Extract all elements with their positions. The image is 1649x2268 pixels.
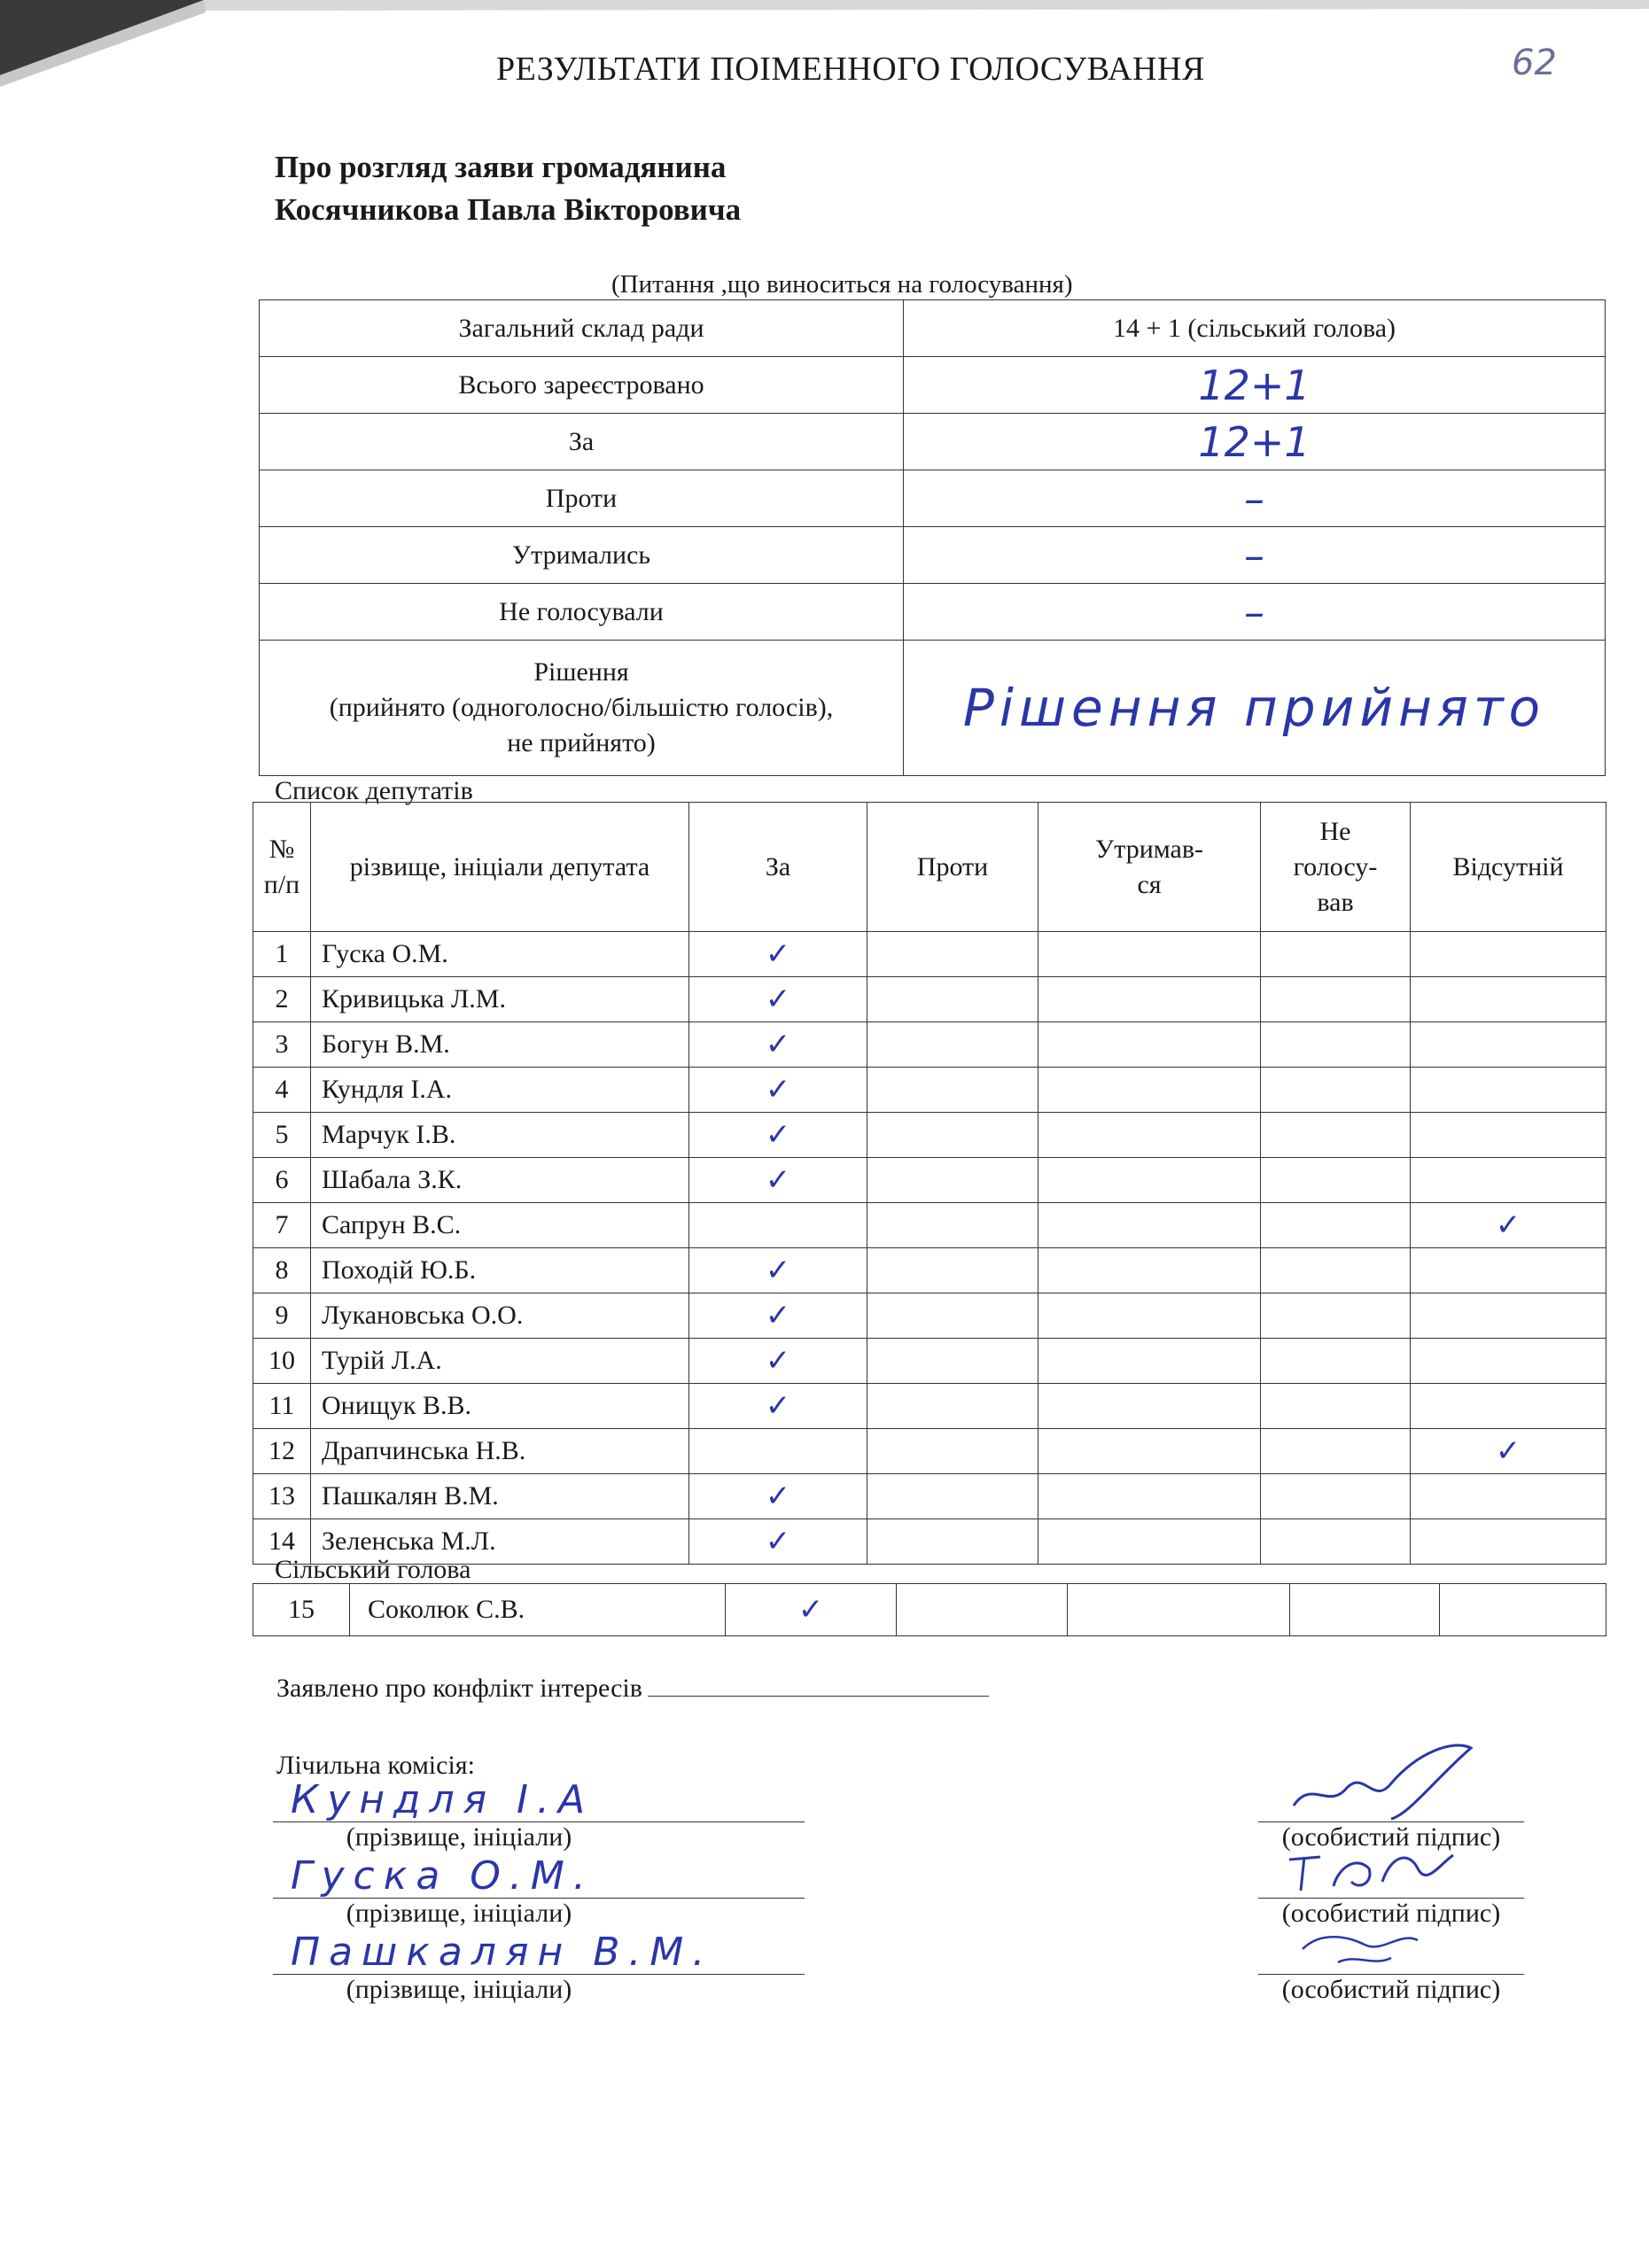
row-number: 14 — [253, 1519, 311, 1565]
header-for: За — [689, 803, 867, 932]
commission-member — [273, 1779, 805, 1852]
vote-absent-cell: ✓ — [1411, 1429, 1606, 1474]
vote-not-voted-cell — [1261, 1158, 1411, 1203]
row-number: 4 — [253, 1068, 311, 1113]
decision-label-line: Рішення — [533, 657, 629, 687]
signature-scribble — [1285, 1896, 1480, 1976]
vote-not-voted-cell — [1261, 1384, 1411, 1429]
vote-not-voted-cell — [1261, 977, 1411, 1022]
vote-absent-cell — [1411, 1474, 1606, 1519]
summary-value: – — [904, 584, 1606, 641]
member-name-handwritten: Кундля І.А — [273, 1779, 805, 1822]
summary-value: – — [904, 527, 1606, 584]
summary-value: 12+1 — [904, 357, 1606, 414]
header-not-voted-line: голосу- — [1293, 851, 1378, 882]
header-abstain-line: ся — [1137, 869, 1162, 899]
vote-not-voted-cell — [1261, 1339, 1411, 1384]
row-number: 9 — [253, 1293, 311, 1339]
row-number: 12 — [253, 1429, 311, 1474]
vote-absent-cell — [1411, 1022, 1606, 1068]
row-name: Походій Ю.Б. — [311, 1248, 689, 1293]
header-not-voted — [1261, 803, 1411, 932]
vote-abstain-cell — [1038, 1158, 1261, 1203]
row-name: Онищук В.В. — [311, 1384, 689, 1429]
vote-against-cell — [867, 1474, 1038, 1519]
summary-table — [259, 299, 1606, 776]
vote-abstain-cell — [1038, 977, 1261, 1022]
table-row — [253, 1384, 1606, 1429]
vote-not-voted-cell — [1261, 1068, 1411, 1113]
row-name: Богун В.М. — [311, 1022, 689, 1068]
summary-label: Утримались — [260, 527, 904, 584]
vote-for-cell: ✓ — [689, 1474, 867, 1519]
row-number: 11 — [253, 1384, 311, 1429]
row-number: 8 — [253, 1248, 311, 1293]
vote-absent-cell: ✓ — [1411, 1203, 1606, 1248]
conflict-label: Заявлено про конфлікт інтересів — [276, 1674, 642, 1703]
vote-not-voted-cell — [1261, 1429, 1411, 1474]
summary-label: Загальний склад ради — [260, 300, 904, 357]
decision-value: Рішення прийнято — [904, 641, 1606, 776]
table-row — [253, 1429, 1606, 1474]
decision-label — [260, 641, 904, 776]
vote-absent-cell — [1411, 1384, 1606, 1429]
vote-abstain-cell — [1068, 1584, 1290, 1636]
issue-caption: (Питання ,що виноситься на голосування) — [611, 270, 1073, 299]
vote-against-cell — [897, 1584, 1068, 1636]
row-number: 15 — [253, 1584, 350, 1636]
vote-not-voted-cell — [1261, 1022, 1411, 1068]
summary-label: Не голосували — [260, 584, 904, 641]
summary-label: За — [260, 414, 904, 470]
vote-absent-cell — [1411, 932, 1606, 977]
vote-against-cell — [867, 1203, 1038, 1248]
vote-for-cell: ✓ — [726, 1584, 897, 1636]
commission-member — [273, 1931, 805, 2005]
vote-against-cell — [867, 1384, 1038, 1429]
row-name: Соколюк С.В. — [350, 1584, 726, 1636]
subject — [275, 146, 741, 231]
vote-against-cell — [867, 1339, 1038, 1384]
vote-for-cell: ✓ — [689, 1519, 867, 1565]
vote-abstain-cell — [1038, 1113, 1261, 1158]
vote-not-voted-cell — [1261, 1203, 1411, 1248]
header-not-voted-line: Не — [1319, 816, 1351, 846]
member-name-handwritten: Гуска О.М. — [273, 1855, 805, 1899]
vote-for-cell: ✓ — [689, 1339, 867, 1384]
subject-line: Про розгляд заяви громадянина — [275, 150, 727, 184]
row-number: 6 — [253, 1158, 311, 1203]
vote-against-cell — [867, 1429, 1038, 1474]
vote-for-cell: ✓ — [689, 1293, 867, 1339]
summary-row — [260, 414, 1606, 470]
header-abstain — [1038, 803, 1261, 932]
vote-for-cell: ✓ — [689, 932, 867, 977]
summary-row — [260, 300, 1606, 357]
decision-label-line: не прийнято) — [507, 728, 656, 757]
table-row — [253, 1293, 1606, 1339]
page-number: 62 — [1512, 43, 1557, 83]
member-caption: (прізвище, ініціали) — [346, 1822, 572, 1852]
decision-row — [260, 641, 1606, 776]
row-name: Шабала З.К. — [311, 1158, 689, 1203]
vote-not-voted-cell — [1261, 1474, 1411, 1519]
row-name: Турій Л.А. — [311, 1339, 689, 1384]
signature-caption: (особистий підпис) — [1281, 1975, 1501, 2004]
header-name: різвище, ініціали депутата — [311, 803, 689, 932]
row-number: 2 — [253, 977, 311, 1022]
vote-absent-cell — [1411, 1339, 1606, 1384]
vote-against-cell — [867, 977, 1038, 1022]
vote-abstain-cell — [1038, 1068, 1261, 1113]
table-row — [253, 1474, 1606, 1519]
member-caption: (прізвище, ініціали) — [346, 1975, 572, 2004]
row-name: Кундля І.А. — [311, 1068, 689, 1113]
signature-line — [1258, 1855, 1524, 1899]
table-row — [253, 977, 1606, 1022]
vote-for-cell: ✓ — [689, 1022, 867, 1068]
commission-title: Лічильна комісія: — [276, 1751, 475, 1780]
row-name: Марчук І.В. — [311, 1113, 689, 1158]
vote-against-cell — [867, 932, 1038, 977]
deputies-table — [253, 802, 1606, 1565]
table-row — [253, 1113, 1606, 1158]
vote-for-cell — [689, 1429, 867, 1474]
deputies-header-row — [253, 803, 1606, 932]
vote-abstain-cell — [1038, 1203, 1261, 1248]
vote-not-voted-cell — [1261, 932, 1411, 977]
row-number: 3 — [253, 1022, 311, 1068]
vote-abstain-cell — [1038, 1022, 1261, 1068]
vote-absent-cell — [1411, 977, 1606, 1022]
vote-for-cell: ✓ — [689, 1248, 867, 1293]
vote-absent-cell — [1411, 1158, 1606, 1203]
member-name-handwritten: Пашкалян В.М. — [273, 1931, 805, 1975]
vote-abstain-cell — [1038, 1384, 1261, 1429]
summary-label: Всього зареєстровано — [260, 357, 904, 414]
row-number: 13 — [253, 1474, 311, 1519]
summary-value: 14 + 1 (сільський голова) — [904, 300, 1606, 357]
vote-for-cell — [689, 1203, 867, 1248]
header-num-line: п/п — [263, 869, 300, 899]
summary-row — [260, 527, 1606, 584]
row-name: Зеленська М.Л. — [311, 1519, 689, 1565]
header-num — [253, 803, 311, 932]
row-name: Сапрун В.С. — [311, 1203, 689, 1248]
conflict-blank-line — [648, 1673, 989, 1697]
vote-abstain-cell — [1038, 1429, 1261, 1474]
summary-value: 12+1 — [904, 414, 1606, 470]
vote-abstain-cell — [1038, 932, 1261, 977]
signature-line — [1258, 1931, 1524, 1975]
vote-not-voted-cell — [1261, 1248, 1411, 1293]
member-caption: (прізвище, ініціали) — [346, 1899, 572, 1928]
table-row — [253, 1339, 1606, 1384]
row-number: 7 — [253, 1203, 311, 1248]
row-name: Лукановська О.О. — [311, 1293, 689, 1339]
vote-absent-cell — [1440, 1584, 1606, 1636]
table-row — [253, 1248, 1606, 1293]
vote-absent-cell — [1411, 1068, 1606, 1113]
signature-scribble — [1285, 1820, 1480, 1899]
vote-abstain-cell — [1038, 1293, 1261, 1339]
vote-against-cell — [867, 1113, 1038, 1158]
vote-absent-cell — [1411, 1293, 1606, 1339]
signature-line — [1258, 1779, 1524, 1822]
deputies-caption: Список депутатів — [275, 776, 473, 805]
vote-abstain-cell — [1038, 1474, 1261, 1519]
vote-for-cell: ✓ — [689, 1384, 867, 1429]
vote-against-cell — [867, 1248, 1038, 1293]
vote-against-cell — [867, 1158, 1038, 1203]
table-row — [253, 1584, 1606, 1636]
vote-for-cell: ✓ — [689, 1113, 867, 1158]
subject-line: Косячникова Павла Вікторовича — [275, 192, 742, 227]
vote-abstain-cell — [1038, 1248, 1261, 1293]
vote-for-cell: ✓ — [689, 1068, 867, 1113]
summary-row — [260, 470, 1606, 527]
row-number: 10 — [253, 1339, 311, 1384]
vote-not-voted-cell — [1261, 1113, 1411, 1158]
header-abstain-line: Утримав- — [1094, 834, 1204, 864]
vote-absent-cell — [1411, 1248, 1606, 1293]
table-row — [253, 1068, 1606, 1113]
summary-label: Проти — [260, 470, 904, 527]
header-num-line: № — [268, 834, 295, 864]
summary-row — [260, 357, 1606, 414]
vote-for-cell: ✓ — [689, 977, 867, 1022]
commission-member — [273, 1855, 805, 1929]
summary-row — [260, 584, 1606, 641]
table-row — [253, 1203, 1606, 1248]
header-absent: Відсутній — [1411, 803, 1606, 932]
vote-not-voted-cell — [1261, 1519, 1411, 1565]
vote-abstain-cell — [1038, 1339, 1261, 1384]
table-row — [253, 1158, 1606, 1203]
village-head-caption: Сільський голова — [275, 1555, 471, 1584]
vote-against-cell — [867, 1022, 1038, 1068]
row-number: 1 — [253, 932, 311, 977]
table-row — [253, 1022, 1606, 1068]
vote-absent-cell — [1411, 1519, 1606, 1565]
vote-not-voted-cell — [1261, 1293, 1411, 1339]
page-title: РЕЗУЛЬТАТИ ПОІМЕННОГО ГОЛОСУВАННЯ — [496, 50, 1205, 88]
deputies-body — [253, 932, 1606, 1565]
row-name: Пашкалян В.М. — [311, 1474, 689, 1519]
summary-value: – — [904, 470, 1606, 527]
vote-absent-cell — [1411, 1113, 1606, 1158]
vote-against-cell — [867, 1519, 1038, 1565]
vote-abstain-cell — [1038, 1519, 1261, 1565]
conflict-of-interest — [276, 1673, 989, 1704]
row-name: Кривицька Л.М. — [311, 977, 689, 1022]
row-number: 5 — [253, 1113, 311, 1158]
signature-caption: (особистий підпис) — [1281, 1822, 1501, 1852]
vote-for-cell: ✓ — [689, 1158, 867, 1203]
row-name: Гуска О.М. — [311, 932, 689, 977]
signature-scribble — [1285, 1744, 1480, 1823]
decision-label-line: (прийнято (одноголосно/більшістю голосів), — [329, 693, 834, 722]
signature-block — [1258, 1931, 1524, 2005]
village-head-table — [253, 1583, 1606, 1636]
vote-not-voted-cell — [1290, 1584, 1440, 1636]
header-against: Проти — [867, 803, 1038, 932]
vote-against-cell — [867, 1068, 1038, 1113]
header-not-voted-line: вав — [1317, 887, 1354, 917]
table-row — [253, 932, 1606, 977]
vote-against-cell — [867, 1293, 1038, 1339]
signature-caption: (особистий підпис) — [1281, 1899, 1501, 1928]
row-name: Драпчинська Н.В. — [311, 1429, 689, 1474]
